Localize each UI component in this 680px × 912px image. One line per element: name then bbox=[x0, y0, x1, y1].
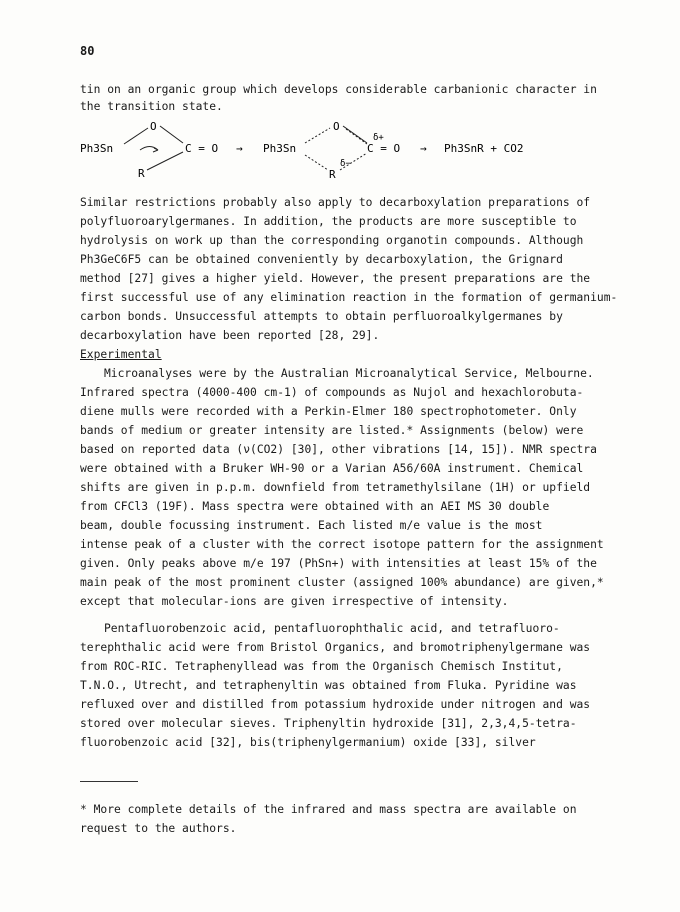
text-line: Microanalyses were by the Australian Microanalytical Service, Melbourne. bbox=[104, 367, 594, 380]
mid-carbonyl: C = O bbox=[367, 142, 401, 155]
text-line: shifts are given in p.p.m. downfield from tetramethylsilane (1H) or upfield bbox=[80, 481, 591, 494]
text-line: Infrared spectra (4000-400 cm-1) of compounds as Nujol and hexachlorobuta- bbox=[80, 386, 584, 399]
text-line: from ROC-RIC. Tetraphenyllead was from the Organisch Chemisch Institut, bbox=[80, 660, 563, 673]
text-line: Ph3GeC6F5 can be obtained conveniently by decarboxylation, the Grignard bbox=[80, 253, 563, 266]
page-number: 80 bbox=[80, 44, 95, 58]
mid-ph3sn: Ph3Sn bbox=[263, 142, 297, 155]
curved-arrow-icon bbox=[140, 147, 158, 153]
text-line: the transition state. bbox=[80, 100, 223, 113]
text-line: based on reported data (ν(CO2) [30], other vibrations [14, 15]). NMR spectra bbox=[80, 443, 597, 456]
text-line: bands of medium or greater intensity are listed.* Assignments (below) were bbox=[80, 424, 584, 437]
text-line: given. Only peaks above m/e 197 (PhSn+) with intensities at least 15% of the bbox=[80, 557, 597, 570]
delta-plus: δ+ bbox=[373, 133, 384, 143]
text-line: polyfluoroarylgermanes. In addition, the products are more susceptible to bbox=[80, 215, 577, 228]
left-r-group: R bbox=[138, 167, 145, 180]
section-heading-experimental: Experimental bbox=[80, 348, 162, 361]
reaction-arrow-1: → bbox=[236, 142, 243, 155]
mid-oxygen: O bbox=[333, 120, 340, 133]
text-line: diene mulls were recorded with a Perkin-Elmer 180 spectrophotometer. Only bbox=[80, 405, 577, 418]
text-line: main peak of the most prominent cluster (assigned 100% abundance) are given,* bbox=[80, 576, 604, 589]
reaction-arrow-2: → bbox=[420, 142, 427, 155]
text-line: terephthalic acid were from Bristol Organics, and bromotriphenylgermane was bbox=[80, 641, 591, 654]
text-line: were obtained with a Bruker WH-90 or a Varian A56/60A instrument. Chemical bbox=[80, 462, 584, 475]
text-line: refluxed over and distilled from potassium hydroxide under nitrogen and was bbox=[80, 698, 591, 711]
reaction-product: Ph3SnR + CO2 bbox=[444, 142, 524, 155]
text-line: hydrolysis on work up than the corresponding organotin compounds. Although bbox=[80, 234, 584, 247]
delta-minus: δ− bbox=[340, 159, 351, 169]
text-line: Pentafluorobenzoic acid, pentafluorophthalic acid, and tetrafluoro- bbox=[104, 622, 560, 635]
text-line: except that molecular-ions are given irrespective of intensity. bbox=[80, 595, 509, 608]
text-line: T.N.O., Utrecht, and tetraphenyltin was obtained from Fluka. Pyridine was bbox=[80, 679, 577, 692]
left-oxygen: O bbox=[150, 120, 157, 133]
text-line: fluorobenzoic acid [32], bis(triphenylgermanium) oxide [33], silver bbox=[80, 736, 536, 749]
footnote-rule bbox=[80, 781, 138, 782]
text-line: carbon bonds. Unsuccessful attempts to obtain perfluoroalkylgermanes by bbox=[80, 310, 563, 323]
mid-r-group: R bbox=[329, 168, 336, 181]
text-line: first successful use of any elimination reaction in the formation of germanium- bbox=[80, 291, 618, 304]
text-line: stored over molecular sieves. Triphenyltin hydroxide [31], 2,3,4,5-tetra- bbox=[80, 717, 577, 730]
footnote-line: * More complete details of the infrared and mass spectra are available on bbox=[80, 803, 577, 816]
left-carbonyl: C = O bbox=[185, 142, 219, 155]
text-line: Similar restrictions probably also apply to decarboxylation preparations of bbox=[80, 196, 591, 209]
text-line: intense peak of a cluster with the correct isotope pattern for the assignment bbox=[80, 538, 604, 551]
text-line: tin on an organic group which develops considerable carbanionic character in bbox=[80, 83, 597, 96]
footnote-line: request to the authors. bbox=[80, 822, 237, 835]
text-line: beam, double focussing instrument. Each listed m/e value is the most bbox=[80, 519, 543, 532]
text-line: decarboxylation have been reported [28, 29]. bbox=[80, 329, 380, 342]
text-line: from CFCl3 (19F). Mass spectra were obtained with an AEI MS 30 double bbox=[80, 500, 550, 513]
left-ph3sn: Ph3Sn bbox=[80, 142, 114, 155]
text-line: method [27] gives a higher yield. However, the present preparations are the bbox=[80, 272, 591, 285]
